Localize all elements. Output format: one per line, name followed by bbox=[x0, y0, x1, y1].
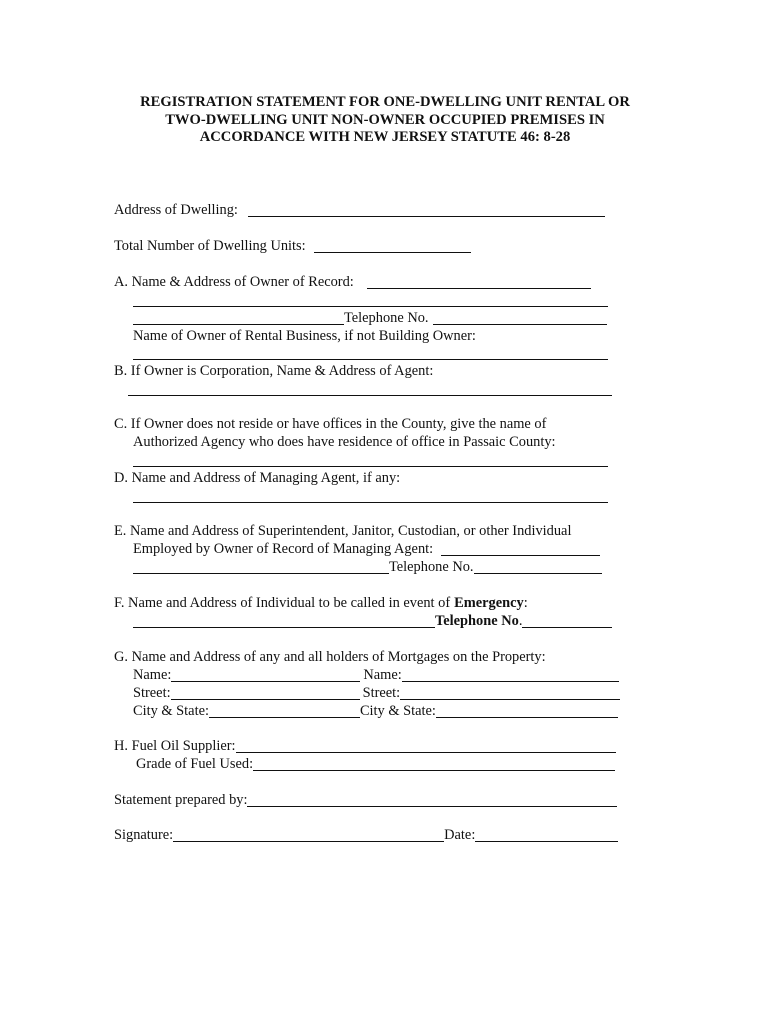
total-units-row bbox=[114, 237, 471, 255]
fuel-supplier-row bbox=[114, 737, 616, 755]
authorized-agency-text-2: Authorized Agency who does have residence of office in Passaic County: bbox=[133, 434, 556, 450]
statement-prepared-label: Statement prepared by: bbox=[114, 792, 248, 808]
mortgage-city-row bbox=[133, 702, 618, 720]
title-line-2: TWO-DWELLING UNIT NON-OWNER OCCUPIED PREMISES IN bbox=[165, 111, 605, 128]
mortgage-street-row bbox=[133, 684, 620, 702]
address-of-dwelling-blank[interactable] bbox=[248, 201, 605, 217]
fuel-supplier-blank[interactable] bbox=[236, 737, 616, 753]
emergency-telephone-row bbox=[133, 612, 612, 630]
mortgages-label: G. Name and Address of any and all holders of Mortgages on the Property: bbox=[114, 649, 546, 665]
superintendent-text-1: E. Name and Address of Superintendent, Janitor, Custodian, or other Individual bbox=[114, 523, 572, 539]
fuel-grade-label: Grade of Fuel Used: bbox=[136, 756, 254, 772]
emergency-row bbox=[114, 594, 528, 612]
superintendent-row-1 bbox=[114, 522, 571, 540]
emergency-text: F. Name and Address of Individual to be called in event of bbox=[114, 595, 451, 611]
mortgage-1-city-blank[interactable] bbox=[209, 702, 360, 718]
superintendent-telephone-row bbox=[133, 558, 602, 576]
corporation-agent-blank[interactable] bbox=[128, 395, 612, 396]
signature-blank[interactable] bbox=[173, 826, 444, 842]
fuel-grade-row bbox=[136, 755, 615, 773]
mortgage-1-street-blank[interactable] bbox=[171, 684, 360, 700]
owner-of-record-row bbox=[114, 273, 591, 291]
superintendent-text-2: Employed by Owner of Record of Managing Agent: bbox=[133, 541, 434, 557]
emergency-telephone-blank[interactable] bbox=[522, 612, 612, 628]
mortgage-2-name-label: Name: bbox=[363, 667, 402, 683]
total-units-blank[interactable] bbox=[314, 237, 471, 253]
mortgages-row bbox=[114, 648, 546, 666]
superintendent-name-blank[interactable] bbox=[441, 540, 600, 556]
corporation-agent-label: B. If Owner is Corporation, Name & Address of Agent: bbox=[114, 363, 434, 379]
superintendent-telephone-blank[interactable] bbox=[474, 558, 602, 574]
authorized-agency-blank[interactable] bbox=[133, 466, 608, 467]
owner-of-record-blank[interactable] bbox=[367, 273, 591, 289]
title-line-1: REGISTRATION STATEMENT FOR ONE-DWELLING UNIT RENTAL OR bbox=[140, 94, 630, 110]
emergency-label: Emergency bbox=[454, 595, 524, 611]
address-of-dwelling-label: Address of Dwelling: bbox=[114, 202, 238, 218]
date-blank[interactable] bbox=[475, 826, 618, 842]
total-units-label: Total Number of Dwelling Units: bbox=[114, 238, 306, 254]
owner-telephone-blank[interactable] bbox=[433, 309, 607, 325]
owner-telephone-row bbox=[133, 309, 607, 327]
owner-name-blank[interactable] bbox=[133, 309, 344, 325]
emergency-telephone-period: . bbox=[518, 613, 523, 629]
rental-business-row bbox=[133, 327, 476, 345]
mortgage-1-name-label: Name: bbox=[133, 667, 172, 683]
authorized-agency-row-1 bbox=[114, 415, 546, 433]
signature-row bbox=[114, 826, 618, 844]
statement-prepared-blank[interactable] bbox=[247, 791, 617, 807]
superintendent-telephone-label: Telephone No. bbox=[389, 559, 474, 575]
mortgage-2-street-blank[interactable] bbox=[400, 684, 620, 700]
owner-telephone-label: Telephone No. bbox=[344, 310, 429, 326]
signature-label: Signature: bbox=[114, 827, 174, 843]
authorized-agency-row-2 bbox=[133, 433, 556, 451]
rental-business-blank[interactable] bbox=[133, 359, 608, 360]
rental-business-label: Name of Owner of Rental Business, if not Building Owner: bbox=[133, 328, 476, 344]
managing-agent-label: D. Name and Address of Managing Agent, if any: bbox=[114, 470, 401, 486]
superintendent-address-blank[interactable] bbox=[133, 558, 389, 574]
authorized-agency-text-1: C. If Owner does not reside or have offices in the County, give the name of bbox=[114, 416, 547, 432]
form-title bbox=[60, 94, 710, 147]
owner-of-record-label: A. Name & Address of Owner of Record: bbox=[114, 274, 354, 290]
mortgage-1-street-label: Street: bbox=[133, 685, 171, 701]
mortgage-1-name-blank[interactable] bbox=[171, 666, 360, 682]
statement-prepared-row bbox=[114, 791, 617, 809]
title-line-3: ACCORDANCE WITH NEW JERSEY STATUTE 46: 8-28 bbox=[199, 129, 571, 145]
emergency-name-blank[interactable] bbox=[133, 612, 435, 628]
superintendent-row-2 bbox=[133, 540, 600, 558]
owner-address-blank[interactable] bbox=[133, 306, 608, 307]
managing-agent-row bbox=[114, 469, 400, 487]
mortgage-2-street-label: Street: bbox=[362, 685, 401, 701]
date-label: Date: bbox=[444, 827, 476, 843]
mortgage-1-city-label: City & State: bbox=[133, 703, 209, 719]
managing-agent-blank[interactable] bbox=[133, 502, 608, 503]
mortgage-name-row bbox=[133, 666, 619, 684]
mortgage-2-city-blank[interactable] bbox=[436, 702, 618, 718]
address-of-dwelling-row bbox=[114, 201, 605, 219]
emergency-colon: : bbox=[523, 595, 528, 611]
fuel-grade-blank[interactable] bbox=[253, 755, 615, 771]
mortgage-2-name-blank[interactable] bbox=[402, 666, 619, 682]
fuel-supplier-label: H. Fuel Oil Supplier: bbox=[114, 738, 236, 754]
mortgage-2-city-label: City & State: bbox=[359, 703, 436, 719]
emergency-telephone-label: Telephone No bbox=[435, 613, 519, 629]
corporation-agent-row bbox=[114, 362, 433, 380]
